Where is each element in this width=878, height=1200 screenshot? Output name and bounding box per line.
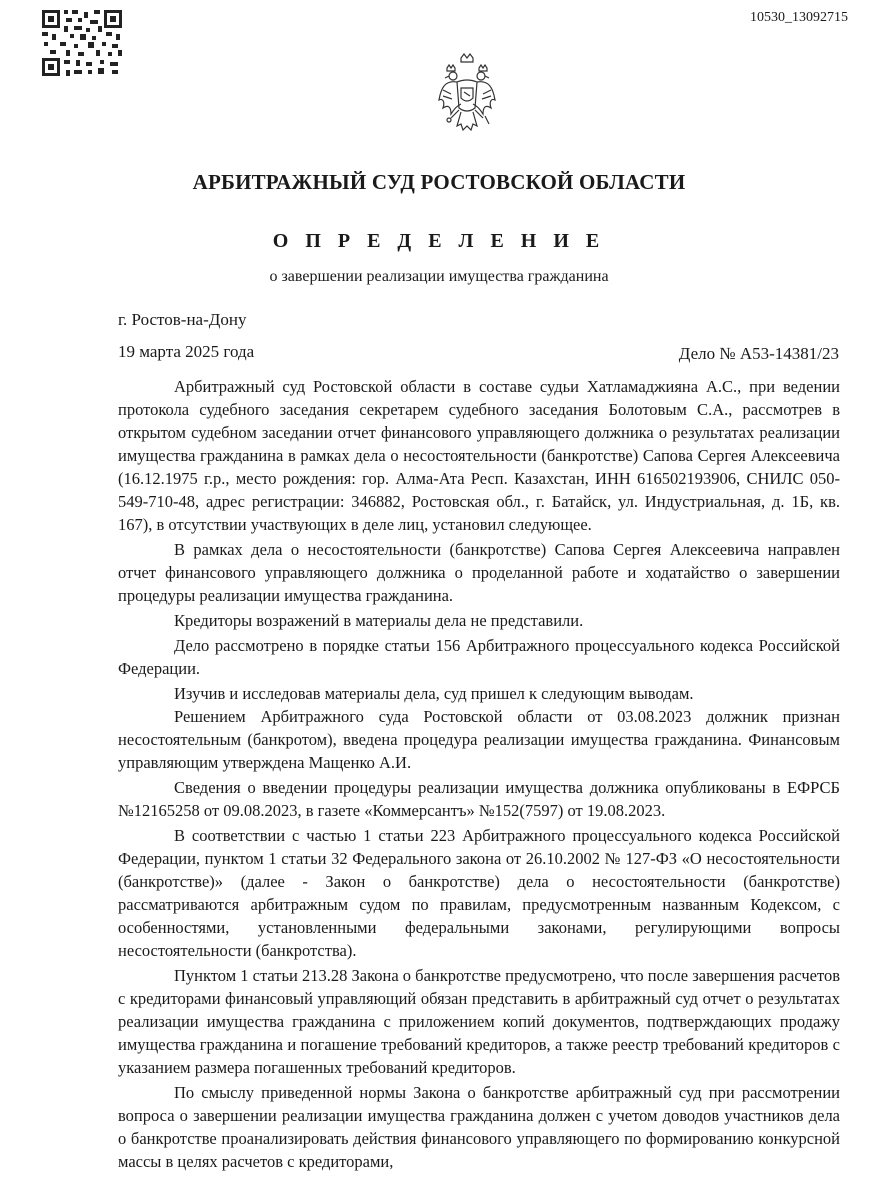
paragraph: Дело рассмотрено в порядке статьи 156 Арбитражного процессуального кодекса Российской Федерации. [118,636,840,678]
document-number: 10530_13092715 [750,10,848,25]
document-body [118,375,840,1173]
paragraph: В рамках дела о несостоятельности (банкротстве) Сапова Сергея Алексеевича направлен отчет финансового управляющего должника о проделанной работе и ходатайство о завершении процедуры реализации имущества гражданина. [118,540,840,605]
paragraph: Арбитражный суд Ростовской области в составе судьи Хатламаджияна А.С., при ведении протокола судебного заседания секретарем судебного заседания Болотовым С.А., рассмотрев в открытом судебном заседании отчет финансового управляющего должника о результатах реализации имущества гражданина в рамках дела о несостоятельности (банкротстве) Сапова Сергея Алексеевича (16.12.1975 г.р., место рождения: гор. Алма-Ата Респ. Казахстан, ИНН 616502193906, СНИЛС 050-549-710-48, адрес регистрации: 346882, Ростовская обл., г. Батайск, ул. Индустриальная, д. 1Б, кв. 167), в отсутствии участвующих в деле лиц, установил следующее. [118,377,840,534]
paragraph: В соответствии с частью 1 статьи 223 Арбитражного процессуального кодекса Российской Федерации, пунктом 1 статьи 32 Федерального закона от 26.10.2002 № 127-ФЗ «О несостоятельности (банкротстве)» (далее - Закон о банкротстве) дела о несостоятельности (банкротстве) рассматриваются арбитражным судом по правилам, предусмотренным названным Кодексом, с особенностями, установленными федеральными законами, регулирующими вопросы несостоятельности (банкротства). [118,826,840,960]
case-number: Дело № А53-14381/23 [678,344,839,363]
qr-code-icon [40,8,124,78]
document-type-title: О П Р Е Д Е Л Е Н И Е [272,230,606,252]
court-name: АРБИТРАЖНЫЙ СУД РОСТОВСКОЙ ОБЛАСТИ [192,170,686,194]
issue-date: 19 марта 2025 года [118,342,255,361]
paragraph: По смыслу приведенной нормы Закона о банкротстве арбитражный суд при рассмотрении вопроса о завершении реализации имущества гражданина должен с учетом доводов участников дела о банкротстве проанализировать действия финансового управляющего по формированию конкурсной массы в целях расчетов с кредиторами, [118,1083,840,1171]
paragraph: Изучив и исследовав материалы дела, суд пришел к следующим выводам. [174,684,694,703]
paragraph: Решением Арбитражного суда Ростовской области от 03.08.2023 должник признан несостоятельным (банкротом), введена процедура реализации имущества гражданина. Финансовым управляющим утверждена Мащенко А.И. [118,707,840,772]
paragraph: Сведения о введении процедуры реализации имущества должника опубликованы в ЕФРСБ №12165258 от 09.08.2023, в газете «Коммерсантъ» №152(7597) от 19.08.2023. [118,778,840,820]
document-subject: о завершении реализации имущества гражданина [269,268,609,285]
place-of-issue: г. Ростов-на-Дону [118,310,247,329]
double-headed-eagle-icon [437,52,497,142]
paragraph: Пунктом 1 статьи 213.28 Закона о банкротстве предусмотрено, что после завершения расчетов с кредиторами финансовый управляющий обязан представить в арбитражный суд отчет о результатах реализации имущества гражданина с приложением копий документов, подтверждающих продажу имущества гражданина и погашение требований кредиторов, а также реестр требований кредиторов с указанием размера погашенных требований кредиторов. [118,966,840,1077]
paragraph: Кредиторы возражений в материалы дела не представили. [174,611,584,630]
